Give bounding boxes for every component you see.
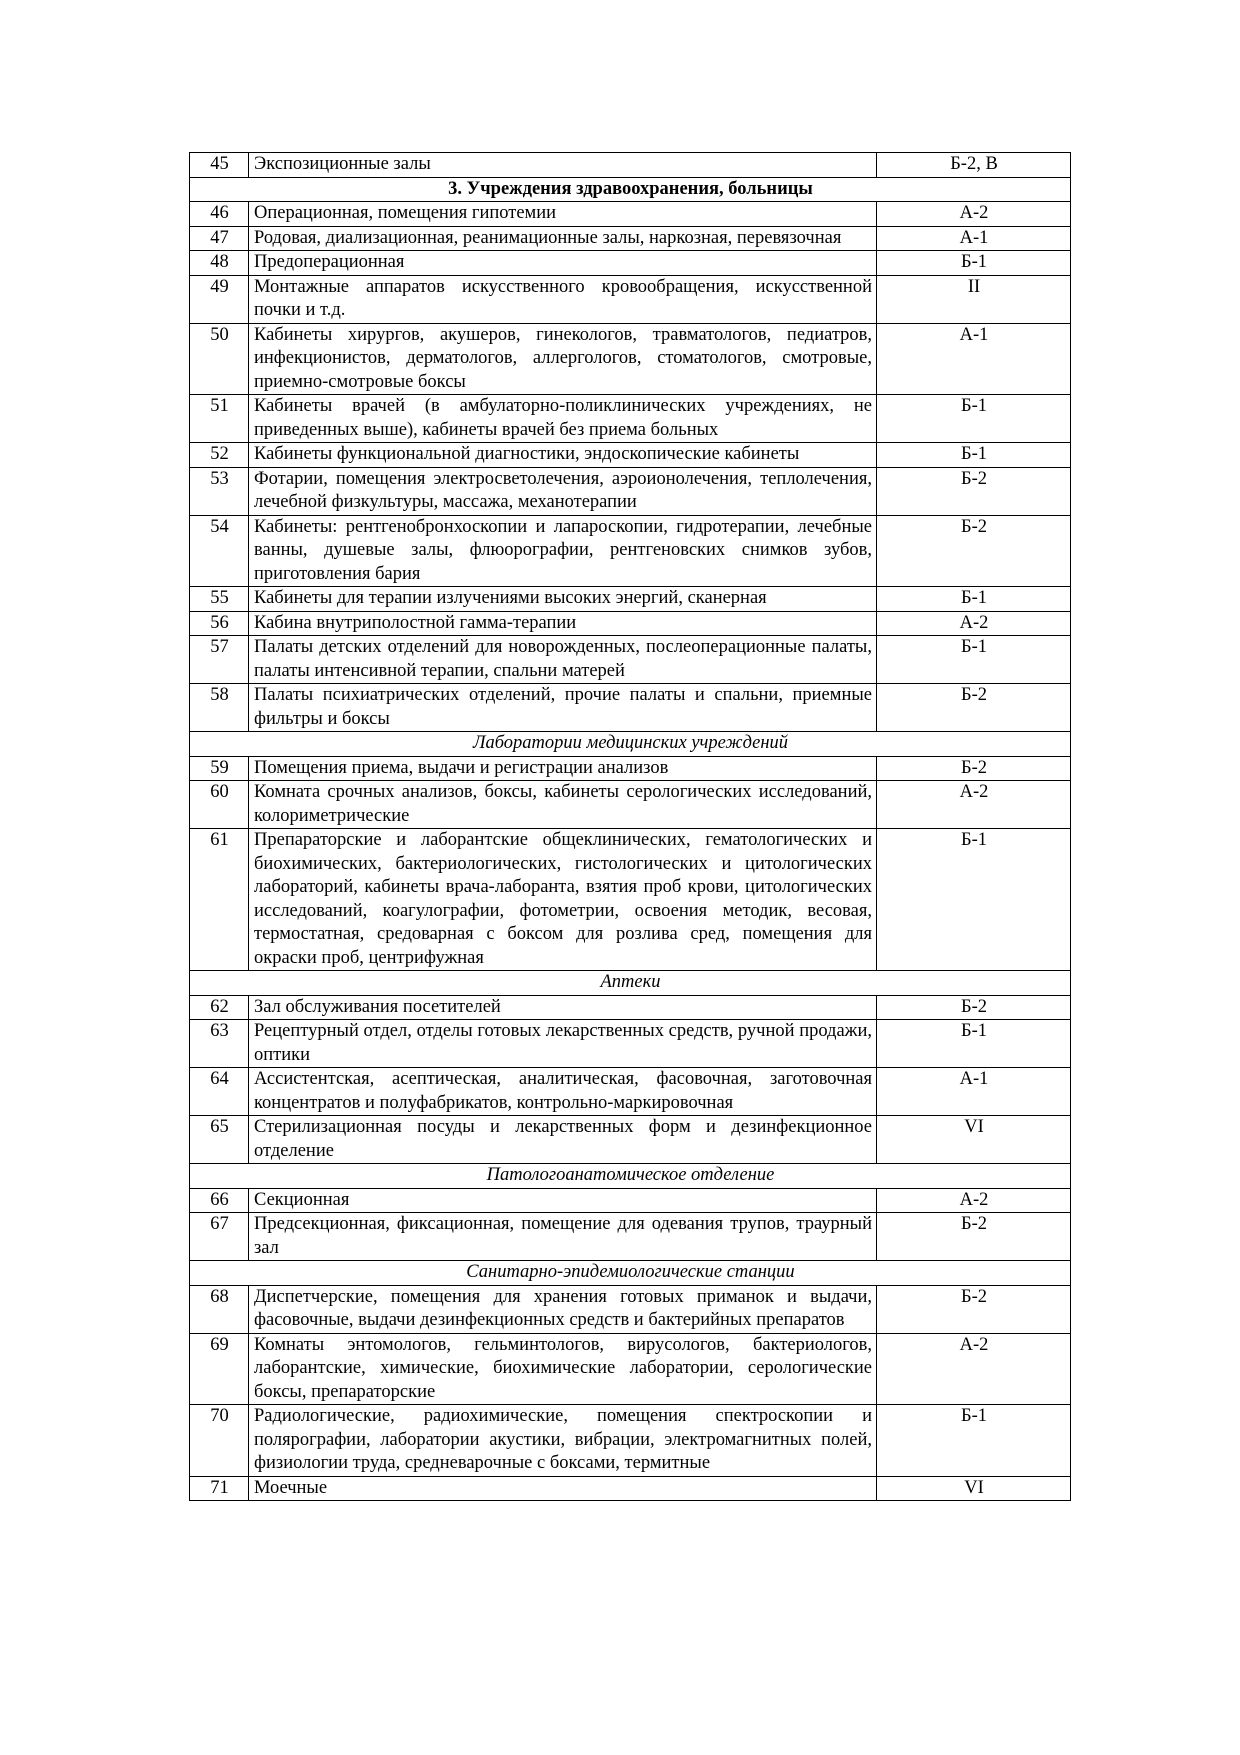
premises-name-cell: Предоперационная	[249, 251, 877, 276]
section-title: Лаборатории медицинских учреждений	[190, 732, 1071, 757]
row-number-cell: 46	[190, 202, 249, 227]
category-cell: Б-1	[877, 1020, 1071, 1068]
row-number-cell: 67	[190, 1213, 249, 1261]
category-cell: Б-2	[877, 515, 1071, 587]
row-number-cell: 69	[190, 1333, 249, 1405]
category-cell: А-2	[877, 1188, 1071, 1213]
category-cell: Б-1	[877, 1405, 1071, 1477]
premises-name-cell: Кабинеты: рентгенобронхоскопии и лапароскопии, гидротерапии, лечебные ванны, душевые залы, флюорографии, рентгеновских снимков зубов, приготовления бария	[249, 515, 877, 587]
category-cell: Б-1	[877, 251, 1071, 276]
table-row	[190, 226, 1071, 251]
category-cell: А-2	[877, 202, 1071, 227]
table-row	[190, 323, 1071, 395]
category-cell: II	[877, 275, 1071, 323]
row-number-cell: 61	[190, 829, 249, 971]
premises-name-cell: Родовая, диализационная, реанимационные залы, наркозная, перевязочная	[249, 226, 877, 251]
premises-name-cell: Экспозиционные залы	[249, 153, 877, 178]
premises-name-cell: Помещения приема, выдачи и регистрации анализов	[249, 756, 877, 781]
premises-name-cell: Радиологические, радиохимические, помещения спектроскопии и полярографии, лаборатории акустики, вибрации, электромагнитных полей, физиологии труда, средневарочные с боксами, термитные	[249, 1405, 877, 1477]
table-row	[190, 1188, 1071, 1213]
premises-name-cell: Кабинеты функциональной диагностики, эндоскопические кабинеты	[249, 443, 877, 468]
row-number-cell: 68	[190, 1285, 249, 1333]
table-row	[190, 153, 1071, 178]
table-row	[190, 1213, 1071, 1261]
table-row	[190, 587, 1071, 612]
category-cell: А-1	[877, 323, 1071, 395]
category-cell: А-1	[877, 226, 1071, 251]
table-row	[190, 395, 1071, 443]
premises-name-cell: Операционная, помещения гипотемии	[249, 202, 877, 227]
table-row	[190, 684, 1071, 732]
category-cell: А-2	[877, 611, 1071, 636]
row-number-cell: 48	[190, 251, 249, 276]
premises-name-cell: Комната срочных анализов, боксы, кабинеты серологических исследований, колориметрические	[249, 781, 877, 829]
category-cell: Б-2	[877, 467, 1071, 515]
table-row	[190, 756, 1071, 781]
table-row	[190, 1068, 1071, 1116]
premises-name-cell: Кабина внутриполостной гамма-терапии	[249, 611, 877, 636]
premises-name-cell: Секционная	[249, 1188, 877, 1213]
premises-name-cell: Палаты психиатрических отделений, прочие палаты и спальни, приемные фильтры и боксы	[249, 684, 877, 732]
category-cell: А-1	[877, 1068, 1071, 1116]
section-title: 3. Учреждения здравоохранения, больницы	[190, 177, 1071, 202]
table-row	[190, 202, 1071, 227]
row-number-cell: 45	[190, 153, 249, 178]
row-number-cell: 65	[190, 1116, 249, 1164]
row-number-cell: 59	[190, 756, 249, 781]
premises-name-cell: Фотарии, помещения электросветолечения, аэроионолечения, теплолечения, лечебной физкультуры, массажа, механотерапии	[249, 467, 877, 515]
premises-name-cell: Рецептурный отдел, отделы готовых лекарственных средств, ручной продажи, оптики	[249, 1020, 877, 1068]
row-number-cell: 70	[190, 1405, 249, 1477]
category-cell: Б-1	[877, 395, 1071, 443]
premises-name-cell: Палаты детских отделений для новорожденных, послеоперационные палаты, палаты интенсивной терапии, спальни матерей	[249, 636, 877, 684]
category-cell: Б-2	[877, 1213, 1071, 1261]
section-header-row	[190, 1164, 1071, 1189]
row-number-cell: 55	[190, 587, 249, 612]
premises-category-table	[189, 152, 1071, 1501]
row-number-cell: 56	[190, 611, 249, 636]
category-cell: Б-2	[877, 995, 1071, 1020]
premises-name-cell: Диспетчерские, помещения для хранения готовых приманок и выдачи, фасовочные, выдачи дезинфекционных средств и бактерийных препаратов	[249, 1285, 877, 1333]
premises-name-cell: Предсекционная, фиксационная, помещение для одевания трупов, траурный зал	[249, 1213, 877, 1261]
row-number-cell: 49	[190, 275, 249, 323]
category-cell: Б-2	[877, 756, 1071, 781]
category-cell: Б-1	[877, 636, 1071, 684]
table-row	[190, 995, 1071, 1020]
row-number-cell: 60	[190, 781, 249, 829]
section-header-row	[190, 971, 1071, 996]
table-row	[190, 1116, 1071, 1164]
category-cell: Б-2, В	[877, 153, 1071, 178]
table-row	[190, 275, 1071, 323]
table-row	[190, 1405, 1071, 1477]
category-cell: Б-2	[877, 1285, 1071, 1333]
category-cell: VI	[877, 1116, 1071, 1164]
premises-name-cell: Зал обслуживания посетителей	[249, 995, 877, 1020]
row-number-cell: 52	[190, 443, 249, 468]
row-number-cell: 47	[190, 226, 249, 251]
row-number-cell: 63	[190, 1020, 249, 1068]
category-cell: Б-2	[877, 684, 1071, 732]
row-number-cell: 71	[190, 1476, 249, 1501]
table-row	[190, 829, 1071, 971]
premises-name-cell: Монтажные аппаратов искусственного кровообращения, искусственной почки и т.д.	[249, 275, 877, 323]
section-title: Санитарно-эпидемиологические станции	[190, 1261, 1071, 1286]
row-number-cell: 66	[190, 1188, 249, 1213]
premises-name-cell: Комнаты энтомологов, гельминтологов, вирусологов, бактериологов, лаборантские, химические, биохимические лаборатории, серологические боксы, препараторские	[249, 1333, 877, 1405]
table-row	[190, 515, 1071, 587]
section-header-row	[190, 1261, 1071, 1286]
row-number-cell: 62	[190, 995, 249, 1020]
row-number-cell: 53	[190, 467, 249, 515]
premises-name-cell: Стерилизационная посуды и лекарственных форм и дезинфекционное отделение	[249, 1116, 877, 1164]
section-title: Аптеки	[190, 971, 1071, 996]
row-number-cell: 58	[190, 684, 249, 732]
premises-name-cell: Кабинеты хирургов, акушеров, гинекологов, травматологов, педиатров, инфекционистов, дерматологов, аллергологов, стоматологов, смотровые, приемно-смотровые боксы	[249, 323, 877, 395]
table-row	[190, 611, 1071, 636]
section-header-row	[190, 732, 1071, 757]
premises-name-cell: Препараторские и лаборантские общеклинических, гематологических и биохимических, бактериологических, гистологических и цитологических лабораторий, кабинеты врача-лаборанта, взятия проб крови, цитологических исследований, коагулографии, фотометрии, освоения методик, весовая, термостатная, средоварная с боксом для розлива сред, помещения для окраски проб, центрифужная	[249, 829, 877, 971]
category-cell: А-2	[877, 781, 1071, 829]
row-number-cell: 57	[190, 636, 249, 684]
category-cell: Б-1	[877, 443, 1071, 468]
premises-name-cell: Кабинеты для терапии излучениями высоких энергий, сканерная	[249, 587, 877, 612]
section-header-row	[190, 177, 1071, 202]
premises-name-cell: Кабинеты врачей (в амбулаторно-поликлинических учреждениях, не приведенных выше), кабинеты врачей без приема больных	[249, 395, 877, 443]
premises-name-cell: Ассистентская, асептическая, аналитическая, фасовочная, заготовочная концентратов и полуфабрикатов, контрольно-маркировочная	[249, 1068, 877, 1116]
premises-name-cell: Моечные	[249, 1476, 877, 1501]
table-row	[190, 467, 1071, 515]
table-row	[190, 1476, 1071, 1501]
table-row	[190, 1285, 1071, 1333]
table-row	[190, 636, 1071, 684]
category-cell: VI	[877, 1476, 1071, 1501]
table-row	[190, 251, 1071, 276]
category-cell: Б-1	[877, 587, 1071, 612]
row-number-cell: 54	[190, 515, 249, 587]
table-body	[190, 153, 1071, 1501]
table-row	[190, 443, 1071, 468]
row-number-cell: 64	[190, 1068, 249, 1116]
row-number-cell: 51	[190, 395, 249, 443]
table-row	[190, 781, 1071, 829]
row-number-cell: 50	[190, 323, 249, 395]
section-title: Патологоанатомическое отделение	[190, 1164, 1071, 1189]
category-cell: Б-1	[877, 829, 1071, 971]
category-cell: А-2	[877, 1333, 1071, 1405]
table-row	[190, 1333, 1071, 1405]
table-row	[190, 1020, 1071, 1068]
